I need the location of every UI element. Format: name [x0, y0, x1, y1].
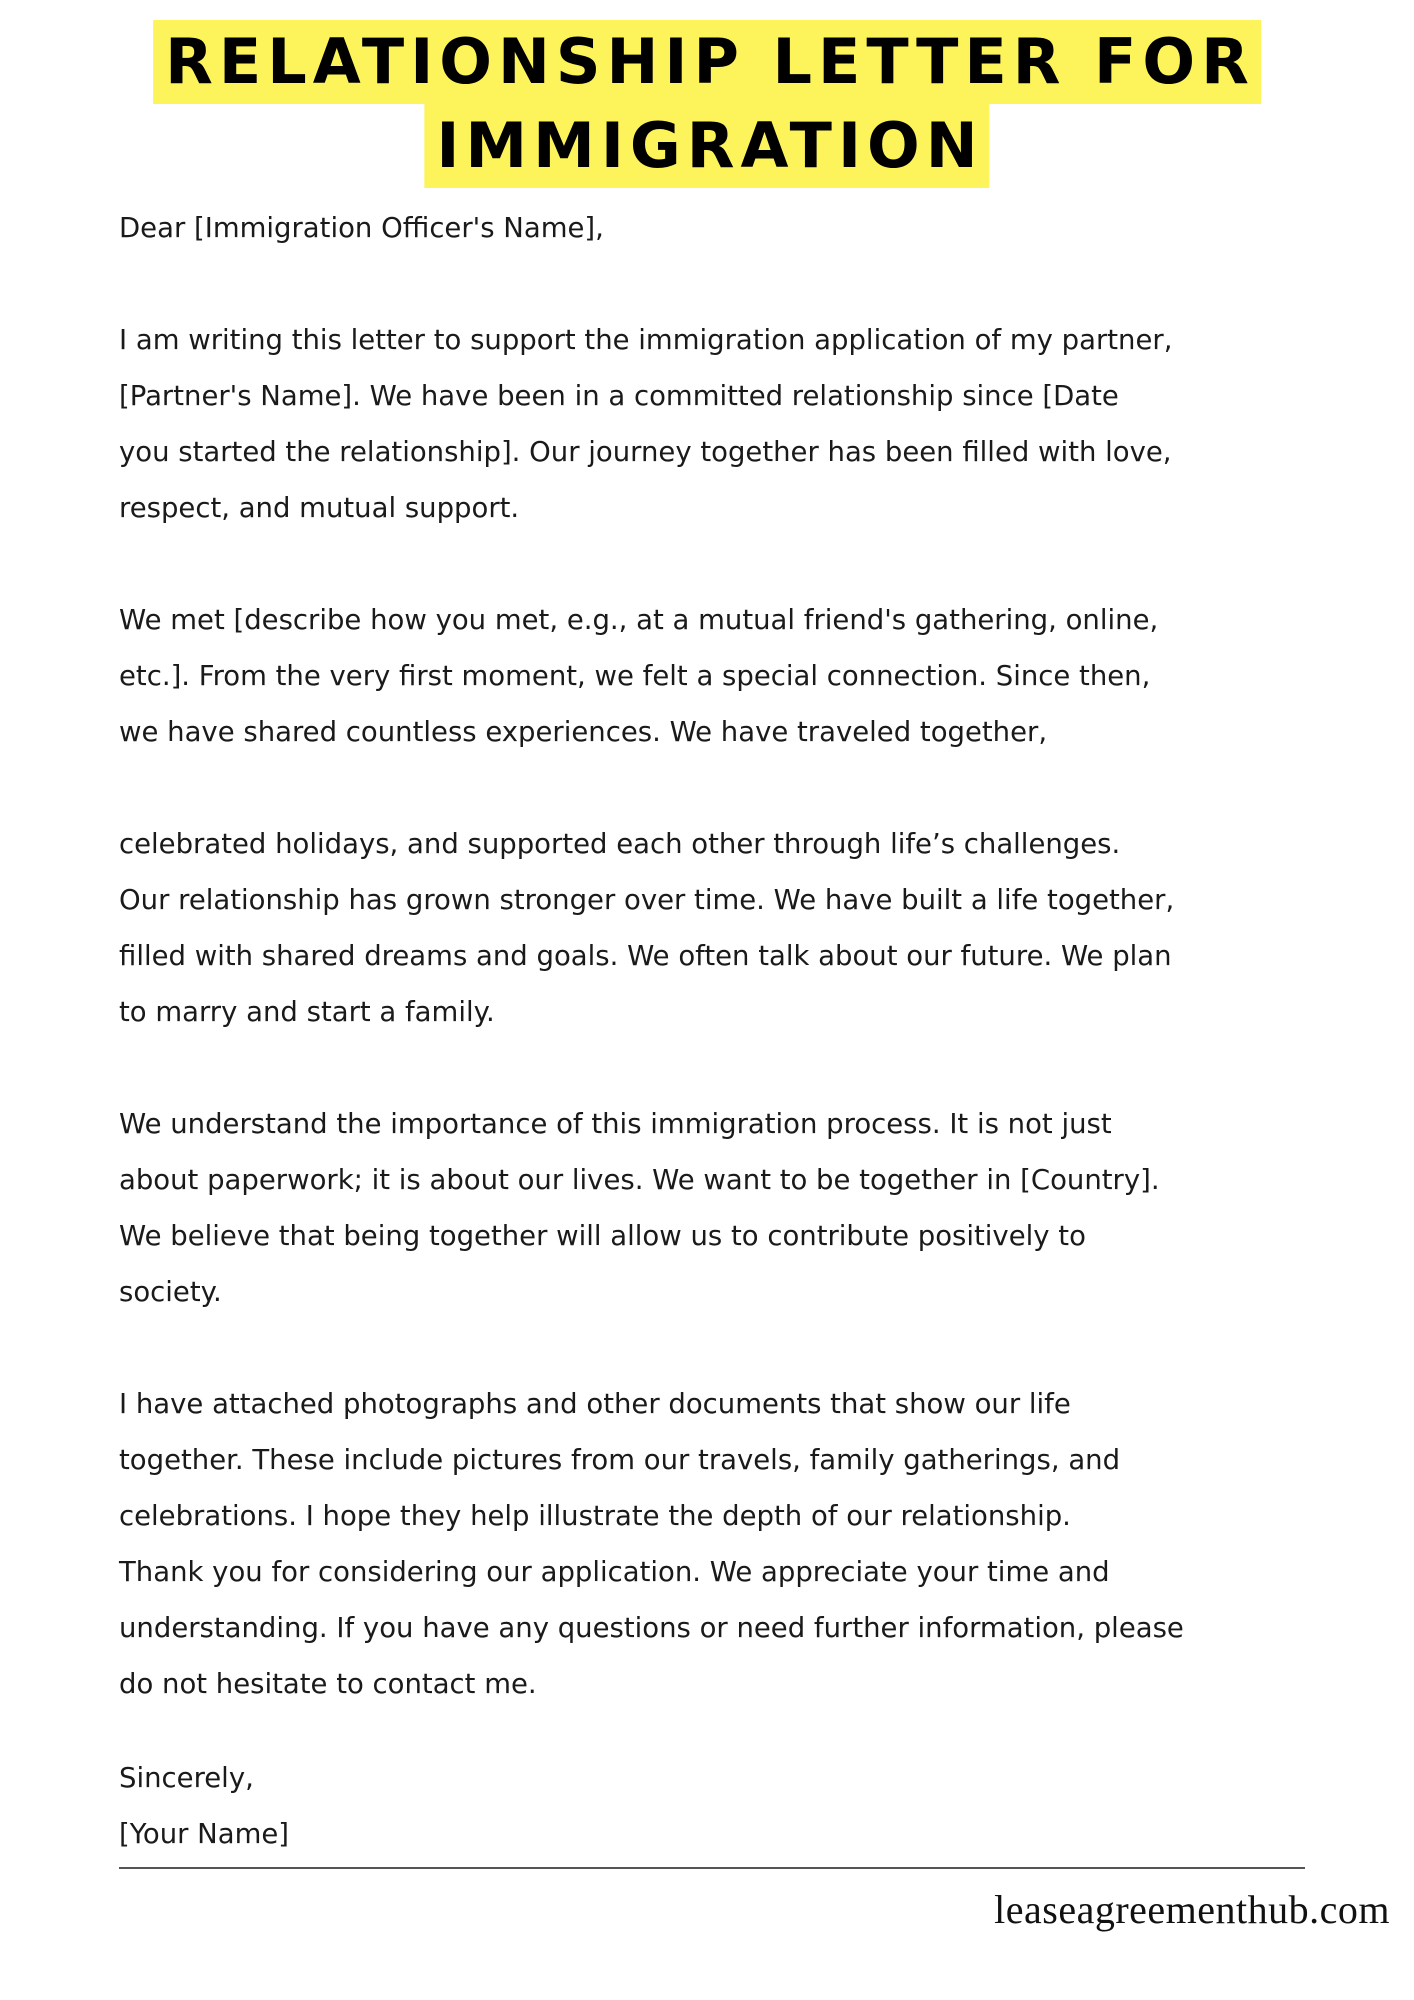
paragraph-4: We understand the importance of this immigration process. It is not just about paperwork; it is about our lives. We want to be together in [Country]. We believe that being together will allow us to contribute positively to society. [119, 1108, 1160, 1308]
letter-body [119, 200, 1309, 1712]
signature-placeholder: [Your Name] [119, 1818, 290, 1850]
footer-divider [119, 1867, 1305, 1869]
title-line-2: IMMIGRATION [424, 104, 989, 188]
paragraph-2: We met [describe how you met, e.g., at a mutual friend's gathering, online, etc.]. From the very first moment, we felt a special connection. Since then, we have shared countless experiences. We have traveled together, [119, 604, 1159, 748]
salutation: Dear [Immigration Officer's Name], [119, 212, 604, 244]
paragraph-5: I have attached photographs and other documents that show our life together. These include pictures from our travels, family gatherings, and celebrations. I hope they help illustrate the depth of our relationship. Thank you for considering our application. We appreciate your time and understanding. If you have any questions or need further information, please do not hesitate to contact me. [119, 1388, 1184, 1700]
letter-closing [119, 1750, 289, 1862]
closing-phrase: Sincerely, [119, 1762, 254, 1794]
paragraph-1: I am writing this letter to support the immigration application of my partner, [Partner's Name]. We have been in a committed relationship since [Date you started the relationship]. Our journey together has been filled with love, respect, and mutual support. [119, 324, 1173, 524]
title-line-1: RELATIONSHIP LETTER FOR [153, 20, 1261, 104]
paragraph-3: celebrated holidays, and supported each other through life’s challenges. Our relationship has grown stronger over time. We have built a life together, filled with shared dreams and goals. We often talk about our future. We plan to marry and start a family. [119, 828, 1175, 1028]
footer-website: leaseagreementhub.com [994, 1887, 1390, 1932]
